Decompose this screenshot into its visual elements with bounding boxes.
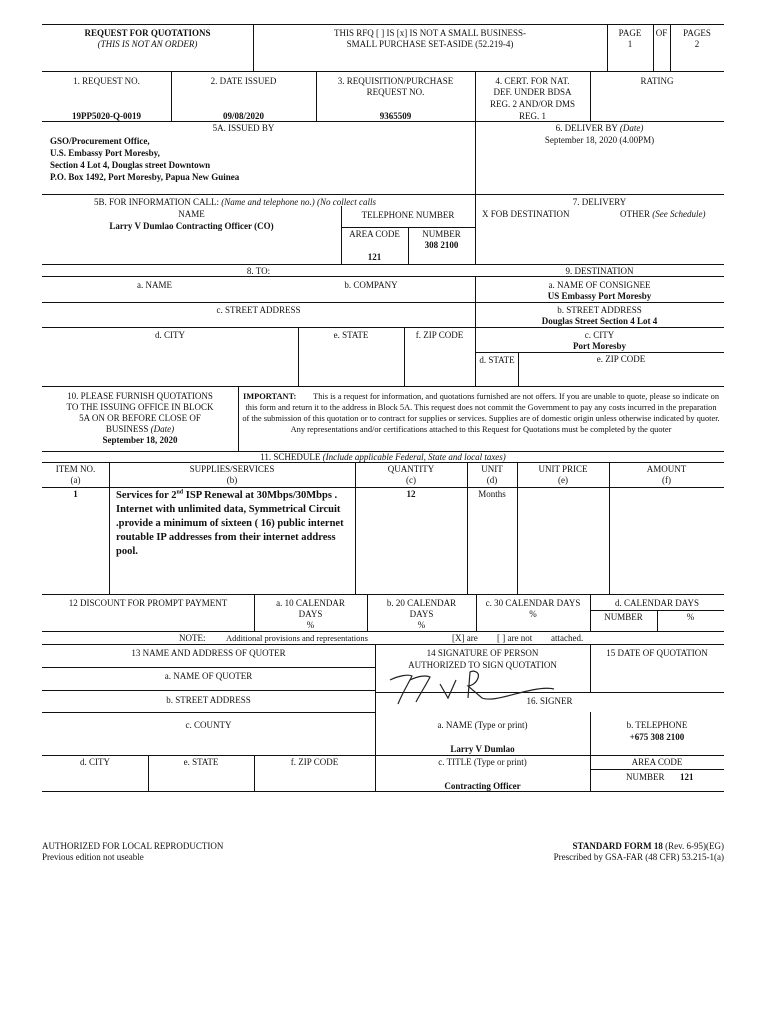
to-company-label: b. COMPANY (344, 280, 398, 290)
to-state-label: e. STATE (333, 330, 369, 340)
of-label: OF (655, 28, 668, 38)
rule (42, 712, 375, 713)
signer-title-label: c. TITLE (Type or print) (438, 757, 527, 767)
quoter-name-label: a. NAME OF QUOTER (164, 671, 253, 681)
date-issued-value: 09/08/2020 (222, 111, 264, 121)
destination-label: 9. DESTINATION (565, 266, 634, 276)
destination-street-value: Douglas Street Section 4 Lot 4 (541, 316, 658, 326)
issued-by-line: P.O. Box 1492, Port Moresby, Papua New Guinea (50, 172, 240, 182)
issued-by-line: Section 4 Lot 4, Douglas street Downtown (50, 160, 211, 170)
rule (42, 71, 724, 72)
quoter-street-label: b. STREET ADDRESS (166, 695, 251, 705)
row-quantity: 12 (406, 489, 416, 499)
rule (42, 327, 724, 328)
col-item-sub: (a) (70, 475, 81, 485)
small-business-line1: THIS RFQ [ ] IS [x] IS NOT A SMALL BUSINESS- (333, 28, 527, 38)
col-supplies-header: SUPPLIES/SERVICES (189, 464, 275, 474)
signature-label-line2: AUTHORIZED TO SIGN QUOTATION (408, 660, 557, 670)
destination-city-value: Port Moresby (572, 341, 627, 351)
discount-label: 12 DISCOUNT FOR PROMPT PAYMENT (68, 598, 228, 608)
info-call-label: 5B. FOR INFORMATION CALL: (Name and telephone no.) (No collect calls (94, 197, 376, 207)
discount-10-pct[interactable]: % (306, 620, 315, 630)
furnish-line3: 5A ON OR BEFORE CLOSE OF (79, 413, 201, 423)
footer-prescribed-by: Prescribed by GSA-FAR (48 CFR) 53.215-1(a) (553, 852, 724, 862)
schedule-label: 11. SCHEDULE (Include applicable Federal, State and local taxes) (260, 452, 506, 462)
issued-by-line: GSO/Procurement Office, (50, 136, 150, 146)
info-name-label: NAME (178, 209, 205, 219)
rule (42, 644, 724, 645)
requisition-value: 9365509 (379, 111, 412, 121)
page-label: PAGE (618, 28, 642, 38)
discount-days-pct[interactable]: % (686, 612, 695, 622)
to-city-label: d. CITY (155, 330, 185, 340)
destination-city-label: c. CITY (584, 330, 615, 340)
destination-state-label: d. STATE (479, 355, 515, 365)
area-code-number-value: 121 (680, 772, 694, 782)
signer-label: 16. SIGNER (526, 696, 573, 706)
note-text: Additional provisions and representations (226, 633, 368, 643)
delivery-other: OTHER (See Schedule) (620, 209, 706, 219)
cert-label-3: REG. 2 AND/OR DMS (489, 99, 575, 109)
rule (42, 755, 375, 756)
to-label: 8. TO: (246, 266, 271, 276)
row-description: Services for 2nd ISP Renewal at 30Mbps/30Mbps . Internet with unlimited data, Symmetrical Circuit .provide a minimum of sixteen ( 16) public internet routable IP addresses from their internet address pool. (116, 489, 344, 557)
col-unit-price-header: UNIT PRICE (538, 464, 588, 474)
quotation-date-label: 15 DATE OF QUOTATION (606, 648, 708, 658)
col-unit-sub: (d) (486, 475, 498, 485)
rule (238, 386, 239, 451)
form-subtitle: (THIS IS NOT AN ORDER) (97, 39, 198, 49)
discount-10-line1: a. 10 CALENDAR (276, 598, 345, 608)
rule (42, 667, 375, 668)
discount-10-line2: DAYS (298, 609, 323, 619)
destination-zip-label: e. ZIP CODE (596, 354, 646, 364)
col-quantity-header: QUANTITY (387, 464, 435, 474)
rating-label: RATING (640, 76, 674, 86)
pages-value: 2 (694, 39, 700, 49)
telephone-label: TELEPHONE NUMBER (361, 210, 455, 220)
rule (42, 487, 724, 488)
cert-label-1: 4. CERT. FOR NAT. (495, 76, 570, 86)
discount-30-line1: c. 30 CALENDAR DAYS (485, 598, 581, 608)
col-amount-sub: (f) (662, 475, 671, 485)
rule (42, 302, 724, 303)
rule (42, 194, 724, 195)
signer-name-label: a. NAME (Type or print) (437, 720, 528, 730)
number-label: NUMBER (422, 229, 461, 239)
area-code-value: 121 (367, 252, 382, 262)
footer-reproduction: AUTHORIZED FOR LOCAL REPRODUCTION (42, 841, 224, 851)
furnish-date: September 18, 2020 (102, 435, 178, 445)
signer-name-value: Larry V Dumlao (450, 744, 515, 754)
rule (42, 264, 724, 265)
deliver-by-label: 6. DELIVER BY (Date) (555, 123, 644, 133)
rule (653, 24, 654, 71)
discount-20-line1: b. 20 CALENDAR (386, 598, 457, 608)
col-supplies-sub: (b) (226, 475, 238, 485)
discount-days-number[interactable]: NUMBER (604, 612, 643, 622)
rule (375, 755, 724, 756)
rule (42, 386, 724, 387)
small-business-line2: SMALL PURCHASE SET-ASIDE (52.219-4) (346, 39, 514, 49)
rule (42, 690, 375, 691)
row-item-no: 1 (73, 489, 78, 499)
furnish-line2: TO THE ISSUING OFFICE IN BLOCK (66, 402, 214, 412)
area-code-label: AREA CODE (631, 757, 683, 767)
pages-label: PAGES (683, 28, 711, 38)
quoter-city-label: d. CITY (80, 757, 110, 767)
to-zip-label: f. ZIP CODE (415, 330, 464, 340)
col-unit-header: UNIT (481, 464, 503, 474)
discount-20-line2: DAYS (409, 609, 434, 619)
to-name-label: a. NAME (137, 280, 172, 290)
destination-street-label: b. STREET ADDRESS (557, 305, 642, 315)
note-are-not[interactable]: [ ] are not (497, 633, 533, 643)
rule (42, 24, 724, 25)
discount-30-pct[interactable]: % (529, 609, 537, 619)
rule (42, 631, 724, 632)
signer-telephone-value: +675 308 2100 (629, 732, 685, 742)
rule (590, 769, 724, 770)
footer-standard-form: STANDARD FORM 18 (Rev. 6-95)(EG) (572, 841, 724, 851)
footer-previous-edition: Previous edition not useable (42, 852, 144, 862)
quoter-zip-label: f. ZIP CODE (290, 757, 339, 767)
consignee-label: a. NAME OF CONSIGNEE (548, 280, 651, 290)
request-no-label: 1. REQUEST NO. (73, 76, 140, 86)
col-unit-price-sub: (e) (558, 475, 568, 485)
request-no-value: 19PP5020-Q-0019 (72, 111, 141, 121)
row-unit: Months (478, 489, 506, 499)
rule (42, 594, 724, 595)
furnish-line1: 10. PLEASE FURNISH QUOTATIONS (67, 391, 213, 401)
col-amount-header: AMOUNT (646, 464, 687, 474)
discount-20-pct[interactable]: % (417, 620, 426, 630)
note-attached: attached. (551, 633, 584, 643)
requisition-label: 3. REQUISITION/PURCHASE REQUEST NO. (337, 76, 454, 97)
to-street-label: c. STREET ADDRESS (216, 305, 301, 315)
discount-days-label: d. CALENDAR DAYS (615, 598, 699, 608)
col-quantity-sub: (c) (406, 475, 416, 485)
note-label: NOTE: (179, 633, 206, 643)
quoter-county-label: c. COUNTY (185, 720, 232, 730)
number-value: 308 2100 (424, 240, 459, 250)
page-value: 1 (627, 39, 633, 49)
fob-destination: X FOB DESTINATION (482, 209, 570, 219)
cert-label-4: REG. 1 (519, 111, 546, 121)
quoter-section-label: 13 NAME AND ADDRESS OF QUOTER (131, 648, 286, 658)
info-name-value: Larry V Dumlao Contracting Officer (CO) (109, 221, 274, 231)
consignee-value: US Embassy Port Moresby (547, 291, 652, 301)
signature-label-line1: 14 SIGNATURE OF PERSON (426, 648, 539, 658)
area-code-number-label: NUMBER (626, 772, 665, 782)
rule (475, 352, 724, 353)
delivery-label: 7. DELIVERY (572, 197, 627, 207)
date-issued-label: 2. DATE ISSUED (210, 76, 277, 86)
form-title: REQUEST FOR QUOTATIONS (84, 28, 211, 38)
signer-title-value: Contracting Officer (444, 781, 521, 791)
cert-label-2: DEF. UNDER BDSA (493, 87, 572, 97)
furnish-line4: BUSINESS (Date) (105, 424, 175, 434)
area-code-label: AREA CODE (349, 229, 400, 239)
col-item-header: ITEM NO. (55, 464, 96, 474)
issued-by-label: 5A. ISSUED BY (212, 123, 275, 133)
note-are[interactable]: [X] are (452, 633, 478, 643)
issued-by-line: U.S. Embassy Port Moresby, (50, 148, 160, 158)
deliver-by-value: September 18, 2020 (4.00PM) (544, 135, 655, 145)
important-notice: IMPORTANT: This is a request for information, and quotations furnished are not offers. If you are unable to quote, please so indicate on this form and return it to the address in Block 5A. This request does not commit the Government to pay any costs incurred in the preparation of the submission of this quotation or to contract for supplies or services. Supplies are of domestic origin unless otherwise indicated by quoter. Any representations and/or certifications attached to this Request for Quotations must be completed by the quoter (242, 392, 720, 434)
signer-telephone-label: b. TELEPHONE (626, 720, 688, 730)
quoter-state-label: e. STATE (183, 757, 219, 767)
